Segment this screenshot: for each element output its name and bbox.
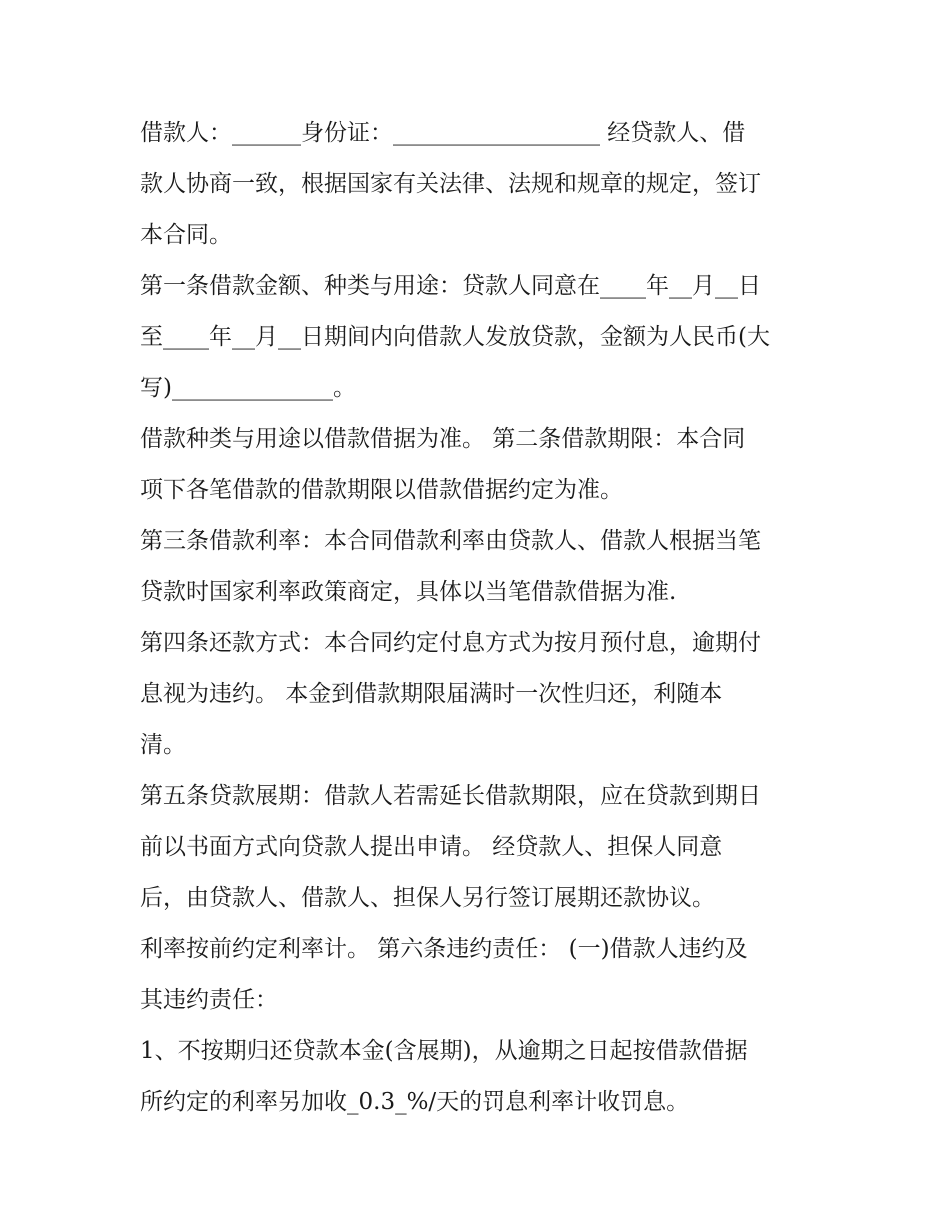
text-line-article-5: 第五条贷款展期：借款人若需延长借款期限，应在贷款到期日 <box>140 783 761 809</box>
text-line-article-4: 第四条还款方式：本合同约定付息方式为按月预付息，逾期付 <box>140 630 761 656</box>
text-line: 款人协商一致，根据国家有关法律、法规和规章的规定，签订 <box>140 171 761 197</box>
text-line: 前以书面方式向贷款人提出申请。 经贷款人、担保人同意 <box>140 834 723 860</box>
text-line: 后，由贷款人、借款人、担保人另行签订展期还款协议。 <box>140 885 715 911</box>
text-line: 其违约责任： <box>140 987 278 1013</box>
text-line: 写)______________。 <box>140 375 356 401</box>
contract-text <box>140 108 820 1128</box>
text-line: 所约定的利率另加收_0.3_%/天的罚息利率计收罚息。 <box>140 1089 690 1115</box>
text-line: 息视为违约。 本金到借款期限届满时一次性归还，利随本 <box>140 681 723 707</box>
text-line: 清。 <box>140 732 186 758</box>
text-line-clause-1: 1、不按期归还贷款本金(含展期)，从逾期之日起按借款借据 <box>140 1038 748 1064</box>
text-line-article-2: 借款种类与用途以借款借据为准。 第二条借款期限：本合同 <box>140 426 746 452</box>
text-line: 贷款时国家利率政策商定，具体以当笔借款借据为准. <box>140 579 677 605</box>
text-line-article-6: 利率按前约定利率计。 第六条违约责任： (一)借款人违约及 <box>140 936 748 962</box>
text-line: 本合同。 <box>140 222 232 248</box>
text-line-article-1: 第一条借款金额、种类与用途：贷款人同意在____年__月__日 <box>140 273 761 299</box>
text-line: 项下各笔借款的借款期限以借款借据约定为准。 <box>140 477 623 503</box>
text-line-borrower-id: 借款人：______身份证：__________________ 经贷款人、借 <box>140 120 746 146</box>
text-line: 至____年__月__日期间内向借款人发放贷款，金额为人民币(大 <box>140 324 770 350</box>
text-line-article-3: 第三条借款利率：本合同借款利率由贷款人、借款人根据当笔 <box>140 528 761 554</box>
